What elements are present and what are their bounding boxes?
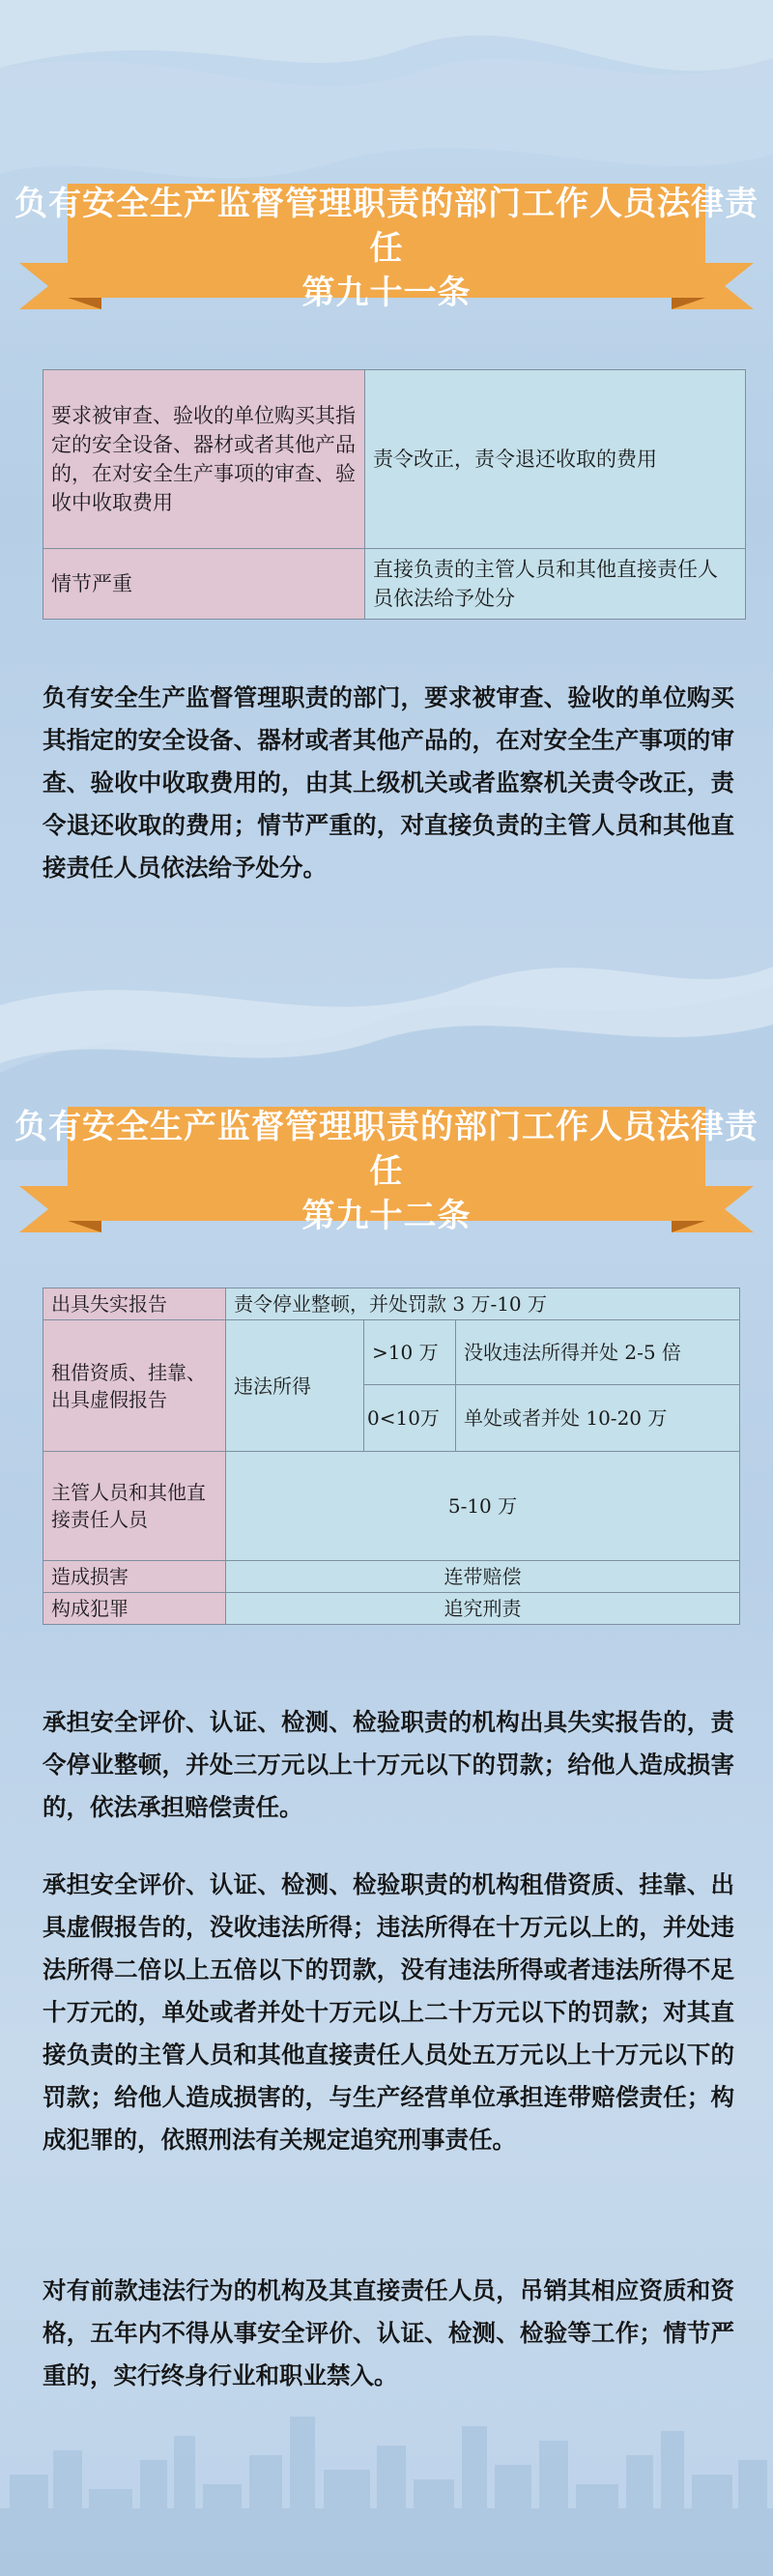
- table-cell-label: 造成损害: [43, 1561, 226, 1593]
- article-91-paragraph: 负有安全生产监督管理职责的部门，要求被审查、验收的单位购买其指定的安全设备、器材或者其他产品的，在对安全生产事项的审查、验收中收取费用的，由其上级机关或者监察机关责令改正，责令退还收取的费用；情节严重的，对直接负责的主管人员和其他直接责任人员依法给予处分。: [43, 683, 734, 882]
- article-92-paragraph-2: 承担安全评价、认证、检测、检验职责的机构租借资质、挂靠、出具虚假报告的，没收违法所得；违法所得在十万元以上的，并处违法所得二倍以上五倍以下的罚款，没有违法所得或者违法所得不足十万元的，单处或者并处十万元以上二十万元以下的罚款；对其直接负责的主管人员和其他直接责任人员处五万元以上十万元以下的罚款；给他人造成损害的，与生产经营单位承担连带赔偿责任；构成犯罪的，依照刑法有关规定追究刑事责任。: [43, 1870, 734, 2154]
- table-cell-value: 责令改正，责令退还收取的费用: [365, 370, 746, 549]
- article-91-table: [43, 369, 746, 620]
- table-row: [43, 370, 746, 549]
- table-cell-value: 责令停业整顿，并处罚款 3 万-10 万: [226, 1288, 740, 1320]
- table-cell-label: 要求被审查、验收的单位购买其指定的安全设备、器材或者其他产品的，在对安全生产事项的审查、验收中收取费用: [43, 370, 365, 549]
- table-cell-label: 租借资质、挂靠、出具虚假报告: [43, 1320, 226, 1452]
- table-cell-label: 主管人员和其他直接责任人员: [43, 1452, 226, 1561]
- table-cell-value: 连带赔偿: [226, 1561, 740, 1593]
- table-cell-label: 出具失实报告: [43, 1288, 226, 1320]
- article-91-title: [0, 182, 773, 315]
- table-cell-label: 情节严重: [43, 549, 365, 620]
- article-92-paragraph-3: 对有前款违法行为的机构及其直接责任人员，吊销其相应资质和资格，五年内不得从事安全评价、认证、检测、检验等工作；情节严重的，实行终身行业和职业禁入。: [43, 2276, 734, 2389]
- table-cell-value: 追究刑责: [226, 1593, 740, 1625]
- table-cell-label: 构成犯罪: [43, 1593, 226, 1625]
- table-row: [43, 549, 746, 620]
- table-cell-value: 5-10 万: [226, 1452, 740, 1561]
- table-row: [43, 1288, 740, 1320]
- table-row: [43, 1320, 740, 1385]
- article-91-title-line1: 负有安全生产监督管理职责的部门工作人员法律责任: [14, 185, 759, 268]
- article-92-paragraph-1: 承担安全评价、认证、检测、检验职责的机构出具失实报告的，责令停业整顿，并处三万元以上十万元以下的罚款；给他人造成损害的，依法承担赔偿责任。: [43, 1708, 734, 1821]
- table-row: [43, 1452, 740, 1561]
- table-cell-mid: 违法所得: [226, 1320, 364, 1452]
- article-92-title-line1: 负有安全生产监督管理职责的部门工作人员法律责任: [14, 1108, 759, 1191]
- table-cell-value: 直接负责的主管人员和其他直接责任人员依法给予处分: [365, 549, 746, 620]
- table-cell-value: 单处或者并处 10-20 万: [456, 1385, 740, 1452]
- article-92-title-line2: 第九十二条: [301, 1197, 472, 1235]
- table-cell-condition: 0<10万: [364, 1385, 456, 1452]
- article-92-title: [0, 1105, 773, 1238]
- table-cell-value: 没收违法所得并处 2-5 倍: [456, 1320, 740, 1385]
- article-91-title-line2: 第九十一条: [301, 274, 472, 312]
- city-skyline-decoration: [0, 2417, 773, 2576]
- table-row: [43, 1561, 740, 1593]
- table-cell-condition: >10 万: [364, 1320, 456, 1385]
- table-row: [43, 1593, 740, 1625]
- article-92-table: [43, 1288, 740, 1625]
